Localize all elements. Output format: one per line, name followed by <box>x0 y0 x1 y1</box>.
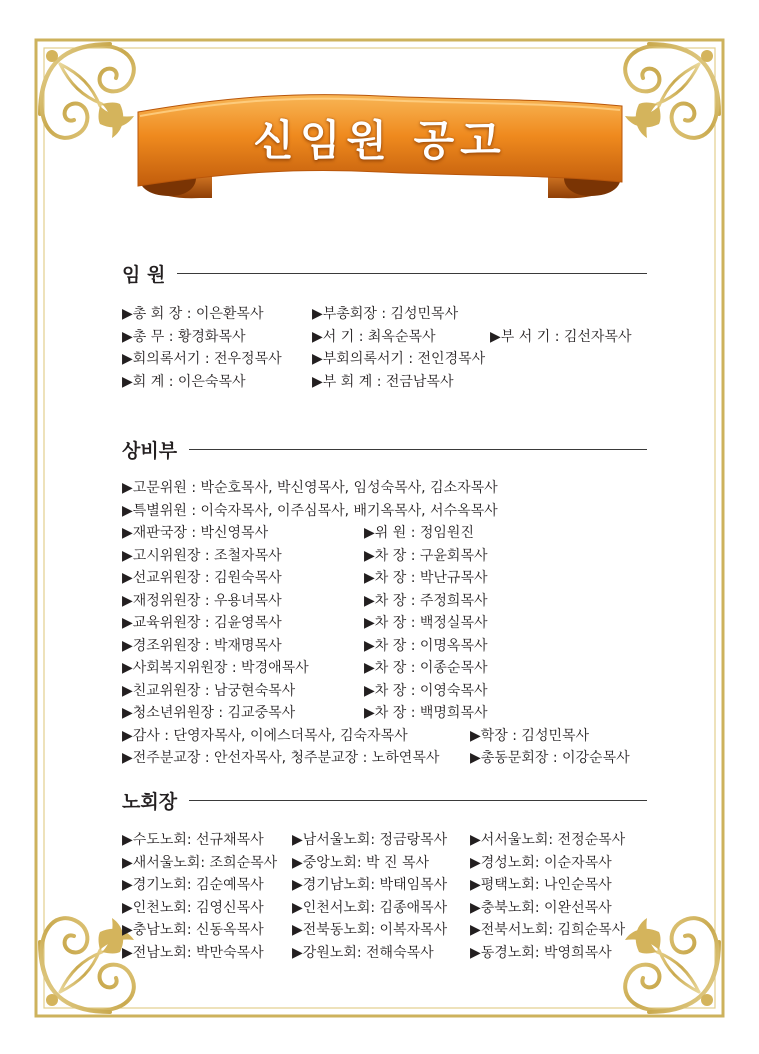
appointment-entry: ▶서 기 : 최옥순목사 <box>312 328 436 345</box>
appointment-entry: ▶경기노회: 김순예목사 <box>122 877 264 893</box>
appointment-entry: ▶수도노회: 선규채목사 <box>122 832 264 848</box>
appointment-entry: ▶전주분교장 : 안선자목사, 청주분교장 : 노하연목사 <box>122 750 440 766</box>
appointment-entry: ▶회 계 : 이은숙목사 <box>122 373 246 390</box>
page-title: 신임원 공고 <box>253 116 507 165</box>
appointment-entry: ▶평택노회: 나인순목사 <box>470 877 612 893</box>
appointment-entry: ▶고문위원 : 박순호목사, 박신영목사, 임성숙목사, 김소자목사 <box>122 480 498 496</box>
appointment-entry: ▶전북동노회: 이복자목사 <box>292 922 448 938</box>
appointment-entry: ▶차 장 : 백정실목사 <box>364 615 488 631</box>
appointment-entry: ▶선교위원장 : 김원숙목사 <box>122 570 282 586</box>
appointment-entry: ▶총 무 : 황경화목사 <box>122 328 246 345</box>
appointment-entry: ▶차 장 : 주정희목사 <box>364 592 488 609</box>
appointment-entry: ▶경기남노회: 박태임목사 <box>292 877 448 893</box>
appointment-entry: ▶부 서 기 : 김선자목사 <box>490 328 632 345</box>
appointment-entry: ▶차 장 : 이명옥목사 <box>364 637 488 654</box>
appointment-entry: ▶위 원 : 정임원진 <box>364 525 474 541</box>
appointment-entry: ▶회의록서기 : 전우정목사 <box>122 351 282 367</box>
section-header-standing-committees <box>122 434 647 464</box>
appointment-entry: ▶경성노회: 이순자목사 <box>470 854 612 871</box>
appointment-entry: ▶서서울노회: 전정순목사 <box>470 832 626 848</box>
appointment-entry: ▶고시위원장 : 조철자목사 <box>122 547 282 564</box>
appointment-entry: ▶동경노회: 박영희목사 <box>470 944 612 961</box>
section-header-officers <box>122 258 647 288</box>
section-heading: 노회장 <box>122 790 178 813</box>
section-heading: 임 원 <box>122 263 166 286</box>
appointment-entry: ▶총 회 장 : 이은환목사 <box>122 306 264 322</box>
appointment-entry: ▶부회의록서기 : 전인경목사 <box>312 351 486 367</box>
appointment-entry: ▶차 장 : 구윤회목사 <box>364 547 488 564</box>
appointment-entry: ▶사회복지위원장 : 박경애목사 <box>122 660 309 676</box>
appointment-entry: ▶전북서노회: 김희순목사 <box>470 922 626 938</box>
appointment-entry: ▶중앙노회: 박 진 목사 <box>292 854 430 871</box>
appointment-entry: ▶차 장 : 박난규목사 <box>364 570 488 586</box>
section-divider <box>189 449 647 450</box>
appointment-entry: ▶남서울노회: 정금랑목사 <box>292 832 448 848</box>
appointment-entry: ▶특별위원 : 이숙자목사, 이주심목사, 배기옥목사, 서수옥목사 <box>122 502 498 519</box>
section-divider <box>189 800 647 801</box>
section-divider <box>177 273 647 274</box>
appointment-entry: ▶인천노회: 김영신목사 <box>122 899 264 916</box>
appointment-entry: ▶재정위원장 : 우용녀목사 <box>122 592 282 609</box>
appointment-entry: ▶충북노회: 이완선목사 <box>470 899 612 916</box>
appointment-entry: ▶전남노회: 박만숙목사 <box>122 944 264 961</box>
appointment-entry: ▶재판국장 : 박신영목사 <box>122 525 269 541</box>
appointment-entry: ▶교육위원장 : 김윤영목사 <box>122 615 282 631</box>
appointment-entry: ▶충남노회: 신동옥목사 <box>122 922 264 938</box>
appointment-entry: ▶차 장 : 이종순목사 <box>364 660 488 676</box>
appointment-entry: ▶부총회장 : 김성민목사 <box>312 306 459 322</box>
appointment-entry: ▶감사 : 단영자목사, 이에스더목사, 김숙자목사 <box>122 727 408 744</box>
appointment-entry: ▶차 장 : 이영숙목사 <box>364 682 488 699</box>
appointment-entry: ▶총동문회장 : 이강순목사 <box>470 750 630 766</box>
appointment-entry: ▶차 장 : 백명희목사 <box>364 705 488 721</box>
appointment-entry: ▶학장 : 김성민목사 <box>470 727 590 744</box>
section-header-presbytery-moderators <box>122 785 647 815</box>
appointment-entry: ▶새서울노회: 조희순목사 <box>122 854 278 871</box>
appointment-entry: ▶친교위원장 : 남궁현숙목사 <box>122 682 296 699</box>
appointment-entry: ▶부 회 계 : 전금남목사 <box>312 373 454 390</box>
appointment-entry: ▶경조위원장 : 박재명목사 <box>122 637 282 654</box>
appointment-entry: ▶강원노회: 전해숙목사 <box>292 944 434 961</box>
appointment-entry: ▶청소년위원장 : 김교중목사 <box>122 705 296 721</box>
appointment-entry: ▶인천서노회: 김종애목사 <box>292 899 448 916</box>
section-heading: 상비부 <box>122 439 178 462</box>
